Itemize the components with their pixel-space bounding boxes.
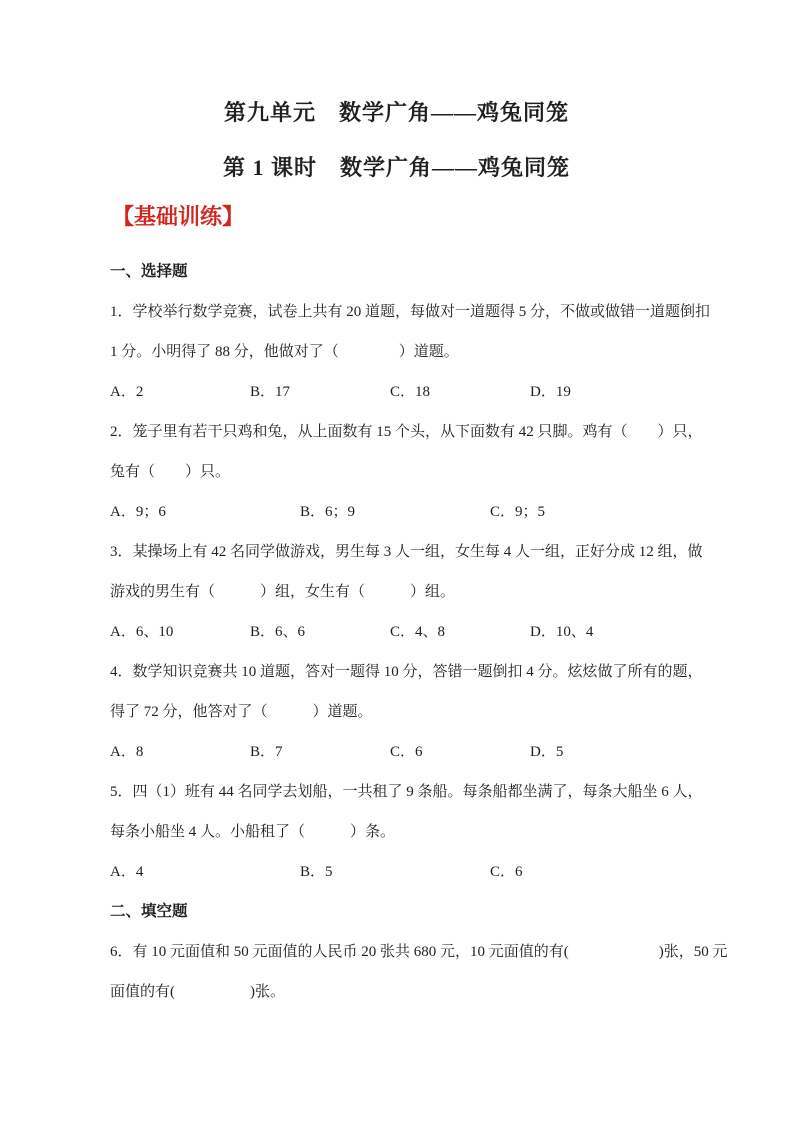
fill-section-heading: 二、填空题 <box>110 903 188 920</box>
question-2-options <box>110 492 676 532</box>
question-5-line-1: 5．四（1）班有 44 名同学去划船，一共租了 9 条船。每条船都坐满了，每条大船坐 6 人， <box>110 784 703 800</box>
question-3-options <box>110 612 676 652</box>
question-3-option-c: C．4、8 <box>390 624 446 640</box>
question-5-line-2: 每条小船坐 4 人。小船租了（ ）条。 <box>110 824 396 840</box>
question-6-line-1: 6．有 10 元面值和 50 元面值的人民币 20 张共 680 元，10 元面值的有( )张，50 元 <box>110 944 728 960</box>
question-2-line-1: 2．笼子里有若干只鸡和兔，从上面数有 15 个头，从下面数有 42 只脚。鸡有（ ）只， <box>110 424 703 440</box>
question-4-option-b: B．7 <box>250 744 283 760</box>
question-4-options <box>110 732 676 772</box>
choice-section-heading: 一、选择题 <box>110 263 188 280</box>
question-3-line-2: 游戏的男生有（ ）组，女生有（ ）组。 <box>110 584 456 600</box>
question-4-option-d: D．5 <box>530 744 564 760</box>
question-3-option-b: B．6、6 <box>250 624 306 640</box>
doc-subtitle: 第 1 课时 数学广角——鸡兔同笼 <box>222 155 570 180</box>
question-1-line-2: 1 分。小明得了 88 分，他做对了（ ）道题。 <box>110 344 459 360</box>
question-4-option-a: A．8 <box>110 744 144 760</box>
question-6-line-2: 面值的有( )张。 <box>110 984 285 1000</box>
question-1-option-b: B．17 <box>250 384 291 400</box>
question-2-option-a: A．9；6 <box>110 504 166 520</box>
question-5-option-b: B．5 <box>300 864 333 880</box>
question-5-options <box>110 852 676 892</box>
doc-title: 第九单元 数学广角——鸡兔同笼 <box>223 100 569 125</box>
question-2-option-b: B．6；9 <box>300 504 356 520</box>
question-2-option-c: C．9；5 <box>490 504 546 520</box>
question-2-line-2: 兔有（ ）只。 <box>110 464 231 480</box>
question-4-line-2: 得了 72 分，他答对了（ ）道题。 <box>110 704 373 720</box>
question-3-option-a: A．6、10 <box>110 624 174 640</box>
question-1-option-c: C．18 <box>390 384 431 400</box>
question-3-line-1: 3．某操场上有 42 名同学做游戏，男生每 3 人一组，女生每 4 人一组，正好分成 12 组，做 <box>110 544 703 560</box>
basic-training-badge: 【基础训练】 <box>112 204 245 229</box>
question-5-option-a: A．4 <box>110 864 144 880</box>
question-1-option-a: A．2 <box>110 384 144 400</box>
question-4-line-1: 4．数学知识竞赛共 10 道题，答对一题得 10 分，答错一题倒扣 4 分。炫炫做了所有的题， <box>110 664 703 680</box>
question-1-options <box>110 372 676 412</box>
worksheet-body <box>110 252 728 1012</box>
question-1-line-1: 1．学校举行数学竞赛，试卷上共有 20 道题，每做对一道题得 5 分，不做或做错一道题倒扣 <box>110 304 711 320</box>
question-4-option-c: C．6 <box>390 744 423 760</box>
question-5-option-c: C．6 <box>490 864 523 880</box>
question-3-option-d: D．10、4 <box>530 624 594 640</box>
question-1-option-d: D．19 <box>530 384 571 400</box>
